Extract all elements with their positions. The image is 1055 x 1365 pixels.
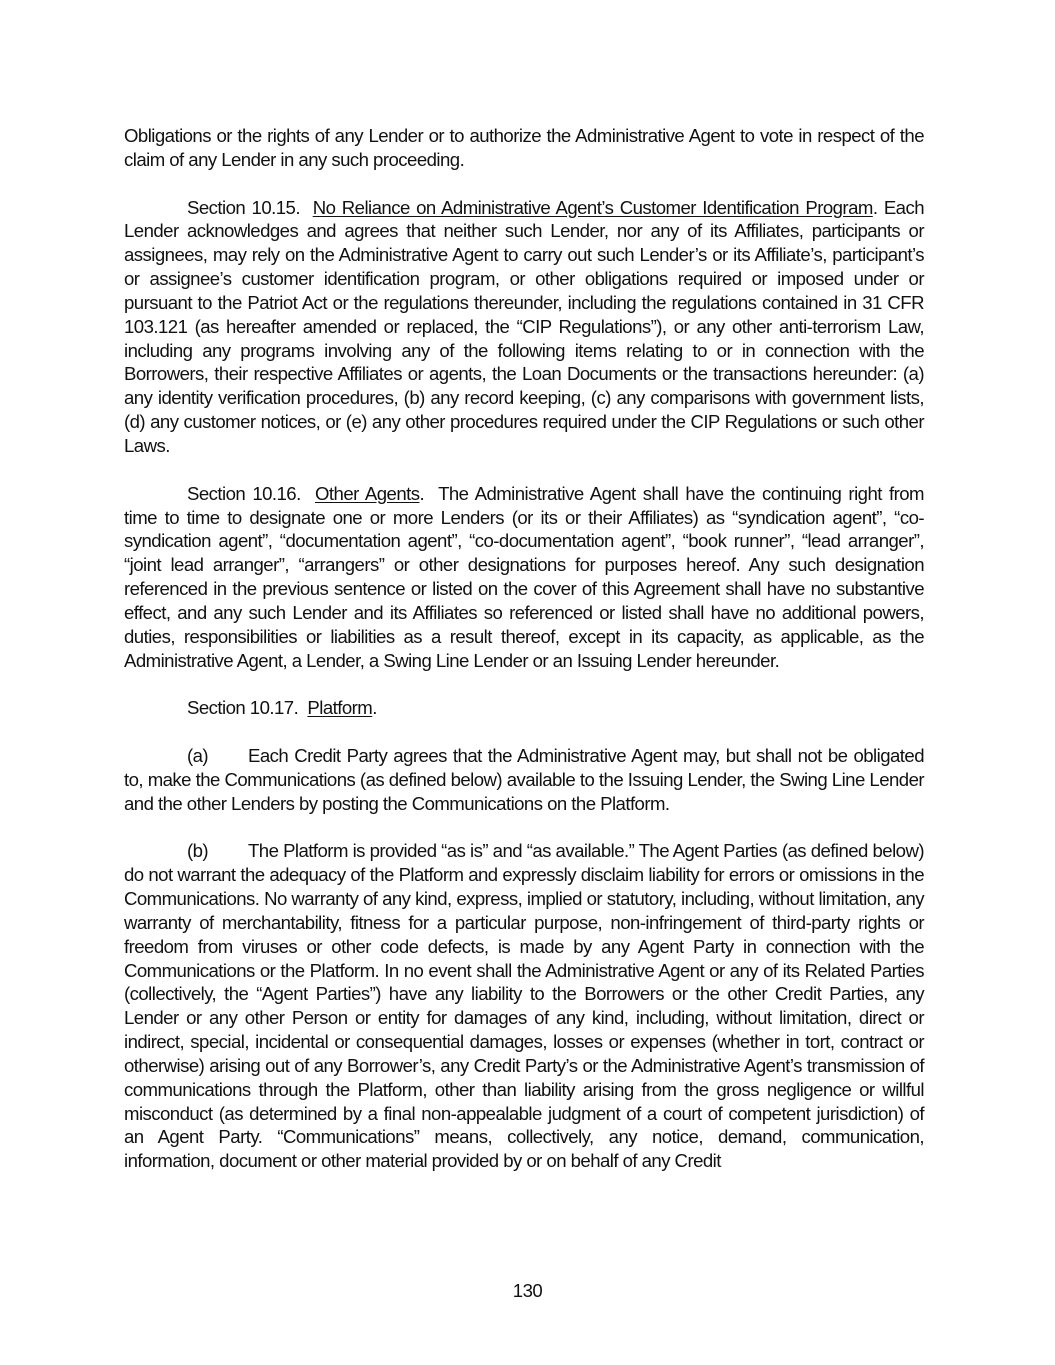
continuation-paragraph — [124, 124, 924, 172]
section-number: Section 10.17. — [187, 697, 299, 719]
section-title-suffix: . — [372, 697, 377, 719]
section-10-15 — [124, 196, 924, 458]
section-title-suffix: . — [419, 482, 425, 504]
clause-text: The Platform is provided “as is” and “as available.” The Agent Parties (as defined below) do not warrant the adequacy of the Platform and expressly disclaim liability for errors or omissions in the Communications. No warranty of any kind, express, implied or statutory, including, without limitation, any warranty of merchantability, fitness for a particular purpose, non-infringement of third-party rights or freedom from viruses or other code defects, is made by any Agent Party in connection with the Communications or the Platform. In no event shall the Administrative Agent or any of its Related Parties (collectively, the “Agent Parties”) have any liability to the Borrowers or the other Credit Parties, any Lender or any other Person or entity for damages of any kind, including, without limitation, direct or indirect, special, incidental or consequential damages, losses or expenses (whether in tort, contract or otherwise) arising out of any Borrower’s, any Credit Party’s or the Administrative Agent’s transmission of communications through the Platform, other than liability arising from the gross negligence or willful misconduct (as determined by a final non-appealable judgment of a court of competent jurisdiction) of an Agent Party. “Communications” means, collectively, any notice, demand, communication, information, document or other material provided by or on behalf of any Credit — [124, 840, 924, 1172]
section-body: Each Lender acknowledges and agrees that neither such Lender, nor any of its Affiliates, participants or assignees, may rely on the Administrative Agent to carry out such Lender’s or its Affiliate’s, participant’s or assignee’s customer identification program, or other obligations required or imposed under or pursuant to the Patriot Act or the regulations thereunder, including the regulations contained in 31 CFR 103.121 (as hereafter amended or replaced, the “CIP Regulations”), or any other anti-terrorism Law, including any programs involving any of the following items relating to or in connection with the Borrowers, their respective Affiliates or agents, the Loan Documents or the transactions hereunder: (a) any identity verification procedures, (b) any record keeping, (c) any comparisons with government lists, (d) any customer notices, or (e) any other procedures required under the CIP Regulations or such other Laws. — [124, 196, 925, 456]
section-title-suffix: . — [872, 196, 878, 218]
clause-label: (b) — [187, 840, 209, 862]
section-title: Platform — [307, 697, 373, 719]
clause-b — [124, 839, 924, 1173]
section-body: The Administrative Agent shall have the continuing right from time to time to designate one or more Lenders (or its or their Affiliates) as “syndication agent”, “co-syndication agent”, “documentation agent”, “co-documentation agent”, “book runner”, “lead arranger”, “joint lead arranger”, “arrangers” or other designations for purposes hereof. Any such designation referenced in the previous sentence or listed on the cover of this Agreement shall have no substantive effect, and any such Lender and its Affiliates so referenced or listed shall have no additional powers, duties, responsibilities or liabilities as a result thereof, except in its capacity, as applicable, as the Administrative Agent, a Lender, a Swing Line Lender or an Issuing Lender hereunder. — [124, 482, 924, 671]
document-page — [124, 124, 924, 1197]
section-title: Other Agents — [315, 482, 420, 504]
section-title: No Reliance on Administrative Agent’s Customer Identification Program — [312, 196, 873, 218]
clause-label: (a) — [187, 744, 209, 766]
section-number: Section 10.15. — [187, 196, 300, 218]
clause-text: Each Credit Party agrees that the Administrative Agent may, but shall not be obligated to, make the Communications (as defined below) available to the Issuing Lender, the Swing Line Lender and the other Lenders by posting the Communications on the Platform. — [124, 744, 924, 814]
section-number: Section 10.16. — [187, 482, 301, 504]
section-10-16 — [124, 482, 924, 673]
page-number: 130 — [512, 1280, 543, 1301]
section-10-17 — [124, 696, 924, 720]
clause-a — [124, 744, 924, 816]
continuation-text: Obligations or the rights of any Lender or to authorize the Administrative Agent to vote in respect of the claim of any Lender in any such proceeding. — [124, 125, 924, 170]
